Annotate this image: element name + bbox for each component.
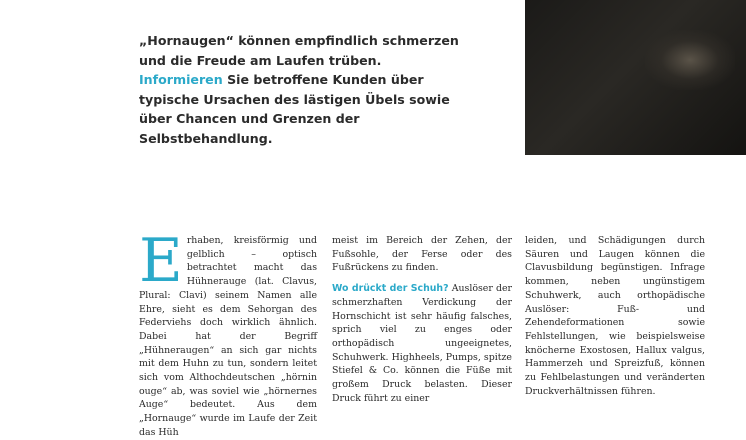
column-2-paragraph-1: meist im Bereich der Zehen, der Fußsohle, der Ferse oder des Fußrückens zu finden. [332, 235, 512, 274]
photo-highlight [645, 30, 735, 90]
subheading-wo-drueckt: Wo drückt der Schuh? [332, 283, 449, 295]
column-3-paragraph-1: leiden, und Schädigungen durch Säuren und Laugen können die Clavusbildung begünstigen. Infrage kommen, neben ungünstigem Schuhwerk, auch orthopädische Auslöser: Fuß- und Zehendeformationen sowie Fehlstellungen, wie beispielsweise knöcherne Exostosen, Hallux valgus, Hammerzeh und Spreizfuß, können zu Fehlbelastungen und veränderten Druckverhältnissen führen. [525, 235, 705, 397]
column-1-text: rhaben, kreisförmig und gelblich – optisch betrachtet macht das Hühnerauge (lat. Clavus, Plural: Clavi) seinem Namen alle Ehre, sieht es dem Sehorgan des Federviehs doch wirklich ähnlich. Dabei hat der Begriff „Hühneraugen“ an sich gar nichts mit dem Huhn zu tun, sondern leitet sich vom Althochdeutschen „hörnin ouge“ ab, was soviel wie „hörnernes Auge“ bedeutet. Aus dem „Hornauge“ wurde im Laufe der Zeit das Hüh [139, 235, 317, 438]
drop-cap: E [139, 226, 183, 296]
intro-text-start: „Hornaugen“ können empfindlich schmerzen und die Freude am Laufen trüben. [139, 33, 459, 68]
header-photo [525, 0, 746, 155]
column-2-paragraph-2 [332, 282, 512, 405]
intro-highlight: Informieren [139, 72, 223, 88]
article-column-3 [525, 234, 705, 398]
column-2-paragraph-2-text: Auslöser der schmerzhaften Verdickung der Hornschicht ist sehr häufig falsches, sprich viel zu enges oder orthopädisch ungeeignetes, Schuhwerk. Highheels, Pumps, spitze Stiefel & Co. können die Füße mit großem Druck belasten. Dieser Druck führt zu einer [332, 283, 513, 404]
article-column-1 [139, 226, 317, 440]
intro-text-end: Sie betroffene Kunden über typische Ursachen des lästigen Übels sowie über Chancen und Grenzen der Selbstbehandlung. [139, 72, 450, 146]
article-column-2 [332, 234, 512, 405]
intro-paragraph [139, 31, 469, 149]
